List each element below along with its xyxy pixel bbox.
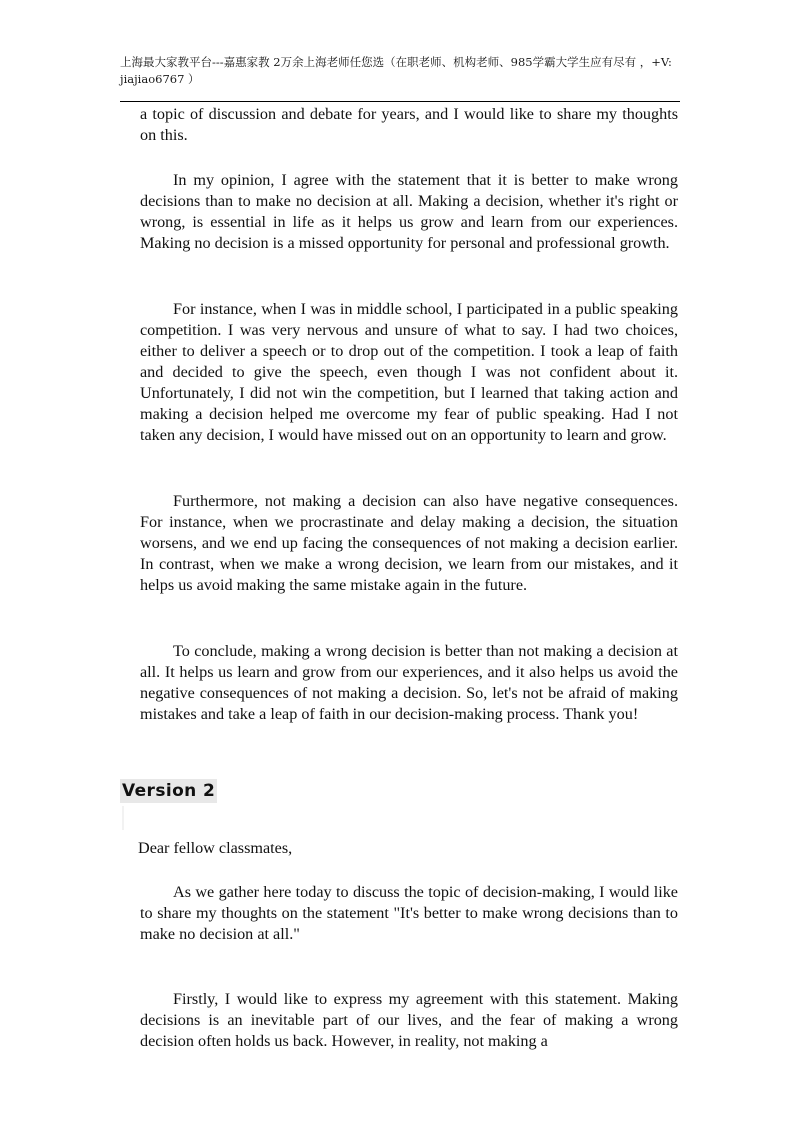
v1-paragraph-1: In my opinion, I agree with the statement that it is better to make wrong decisions than to make no decision at all. Making a decision, whether it's right or wrong, is essential in life as it helps us grow and learn from our experiences. Making no decision is a missed opportunity for personal and professional growth. (140, 171, 678, 252)
heading-marker (122, 806, 124, 830)
v2-paragraph-0: As we gather here today to discuss the topic of decision-making, I would like to share my thoughts on the statement "It's better to make wrong decisions than to make no decision at all." (140, 883, 678, 943)
v1-paragraph-3: Furthermore, not making a decision can also have negative consequences. For instance, when we procrastinate and delay making a decision, the situation worsens, and we end up facing the consequences of not making a decision earlier. In contrast, when we make a wrong decision, we learn from our mistakes, and it helps us avoid making the same mistake again in the future. (140, 492, 678, 594)
v1-paragraph-4: To conclude, making a wrong decision is better than not making a decision at all. It helps us learn and grow from our experiences, and it also helps us avoid the negative consequences of not making a decision. So, let's not be afraid of making mistakes and take a leap of faith in our decision-making process. Thank you! (140, 642, 678, 723)
v1-paragraph-0: a topic of discussion and debate for years, and I would like to share my thoughts on this. (140, 105, 678, 144)
header-rule (120, 101, 680, 102)
salutation: Dear fellow classmates, (138, 839, 293, 857)
v1-paragraph-2: For instance, when I was in middle school, I participated in a public speaking competition. I was very nervous and unsure of what to say. I had two choices, either to deliver a speech or to drop out of the competition. I took a leap of faith and decided to give the speech, even though I was not confident about it. Unfortunately, I did not win the competition, but I learned that taking action and making a decision helped me overcome my fear of public speaking. Had I not taken any decision, I would have missed out on an opportunity to learn and grow. (140, 300, 678, 444)
v2-paragraph-1: Firstly, I would like to express my agreement with this statement. Making decisions is an inevitable part of our lives, and the fear of making a wrong decision often holds us back. However, in reality, not making a (140, 990, 678, 1050)
page-header: 上海最大家教平台---嘉惠家教 2万余上海老师任您选（在职老师、机构老师、985学霸大学生应有尽有 ，+V: jiajiao6767 ） (120, 55, 672, 86)
section-heading-version-2: Version 2 (122, 781, 216, 801)
